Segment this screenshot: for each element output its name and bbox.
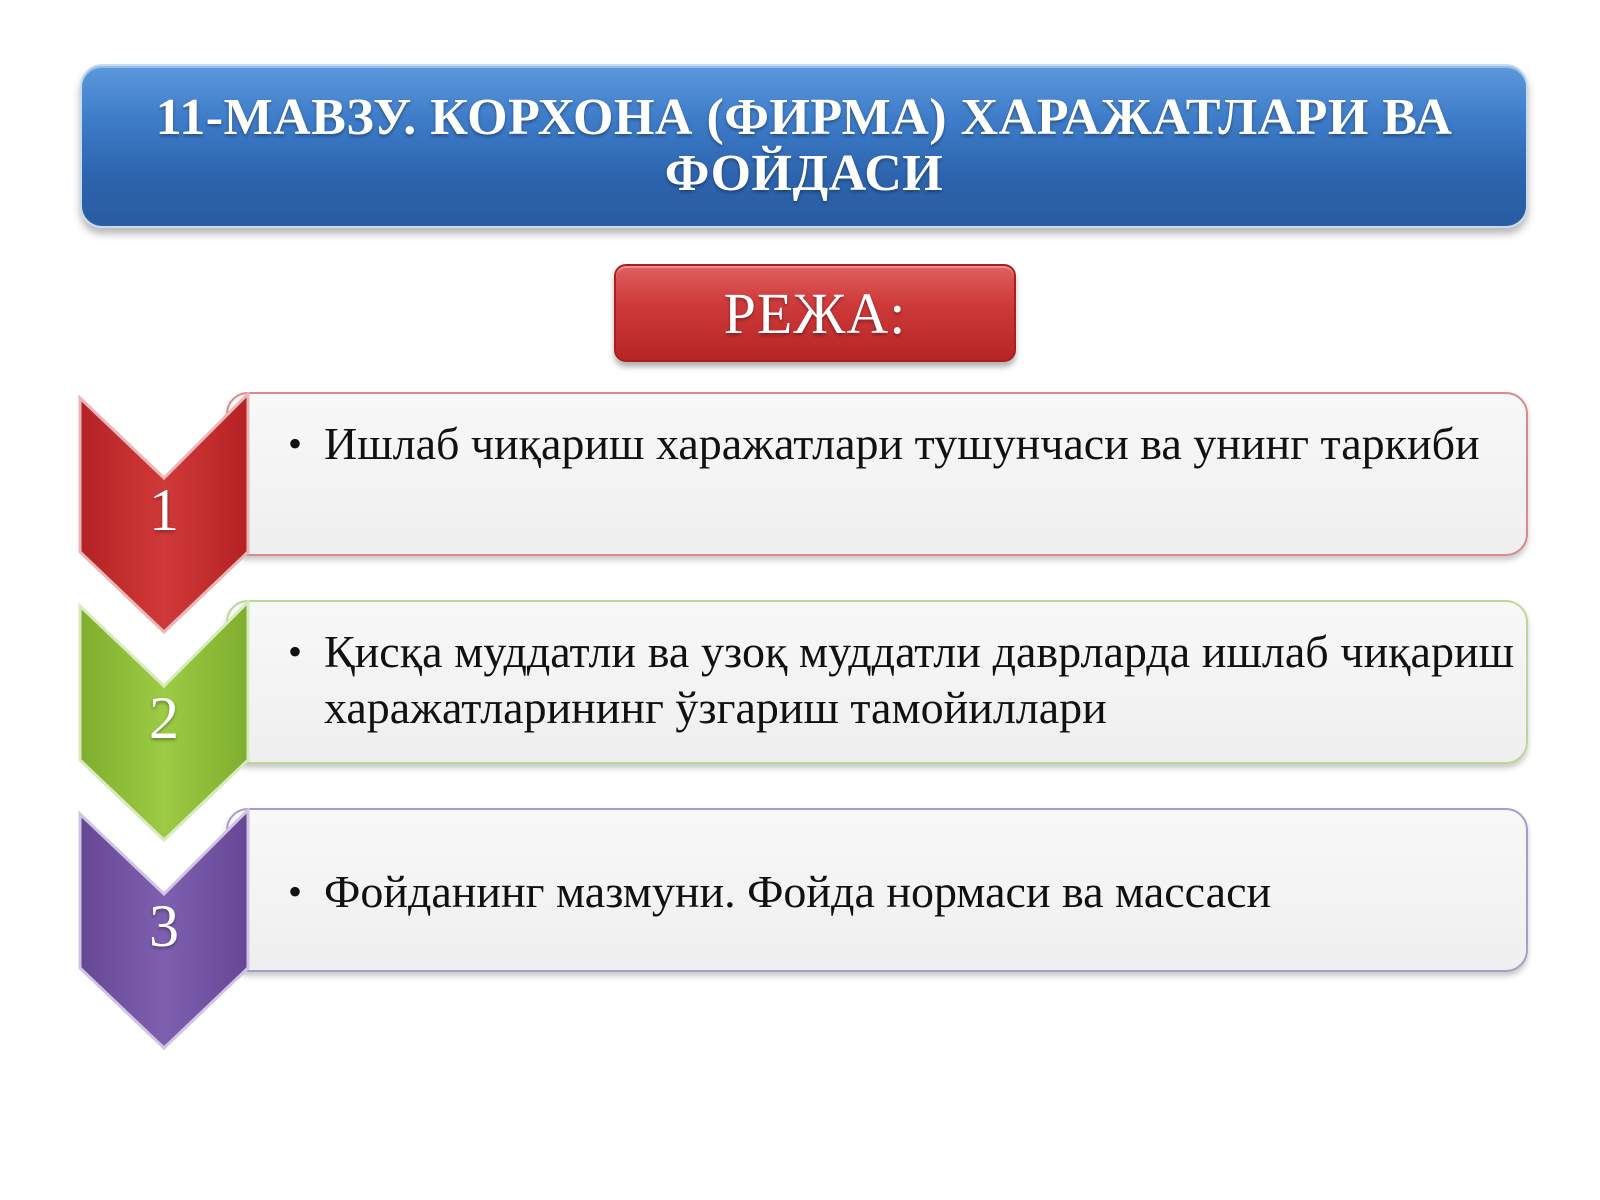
plan-label: РЕЖА: xyxy=(723,280,907,346)
title-banner xyxy=(80,64,1528,228)
plan-item-box xyxy=(226,600,1528,764)
plan-item-number: 3 xyxy=(149,893,179,959)
plan-item-box xyxy=(226,392,1528,556)
plan-item-text: Қисқа муддатли ва узоқ муддатли даврларда ишлаб чиқариш харажатларининг ўзгариш тамойиллари xyxy=(324,626,1514,733)
plan-label-box xyxy=(614,264,1016,362)
plan-item-3 xyxy=(0,808,1600,1068)
bullet: • xyxy=(288,629,303,674)
slide-title: 11-МАВЗУ. КОРХОНА (ФИРМА) ХАРАЖАТЛАРИ ВА ФОЙДАСИ xyxy=(155,89,1453,202)
plan-item-number: 1 xyxy=(149,477,179,543)
plan-item-box xyxy=(226,808,1528,972)
plan-item-number: 2 xyxy=(149,685,179,751)
plan-item-text: Фойданинг мазмуни. Фойда нормаси ва массаси xyxy=(324,866,1272,917)
plan-item-text: Ишлаб чиқариш харажатлари тушунчаси ва унинг таркиби xyxy=(324,418,1480,469)
bullet: • xyxy=(288,421,303,466)
bullet: • xyxy=(288,869,303,914)
